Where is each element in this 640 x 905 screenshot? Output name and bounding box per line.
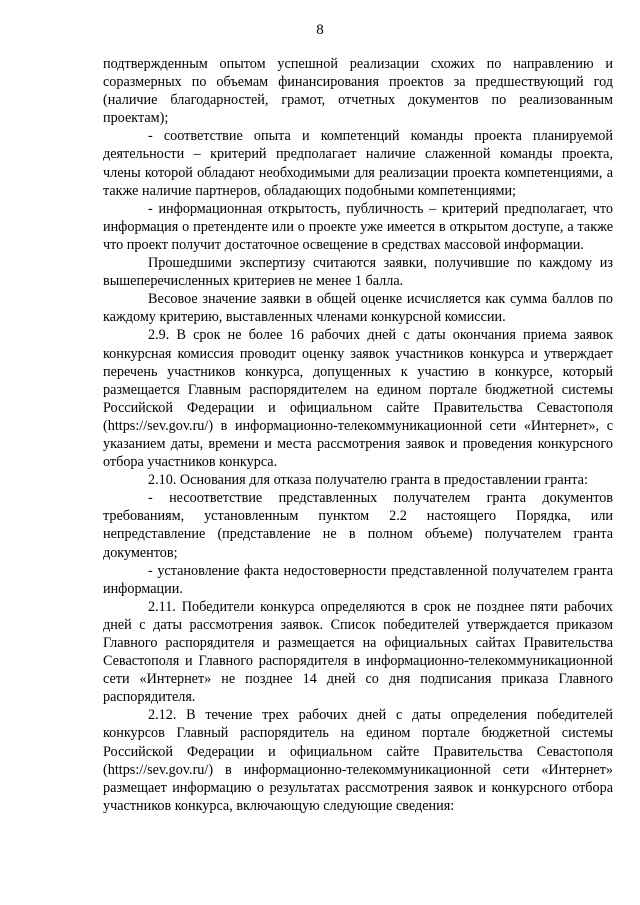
- paragraph: 2.11. Победители конкурса определяются в срок не позднее пяти рабочих дней с даты рассмотрения заявок. Список победителей утверждается приказом Главного распорядителя и размещается на официальных сайтах Правительства Севастополя и Главного распорядителя в информационно-телекоммуникационной сети «Интернет» не позднее 14 дней со дня подписания приказа Главного распорядителя.: [103, 598, 613, 706]
- paragraph: Прошедшими экспертизу считаются заявки, получившие по каждому из вышеперечисленных критериев не менее 1 балла.: [103, 255, 613, 290]
- paragraph: 2.12. В течение трех рабочих дней с даты определения победителей конкурсов Главный распорядитель на едином портале бюджетной системы Российской Федерации и официальном сайте Правительства Севастополя (https://sev.gov.ru/) в информационно-телекоммуникационной сети «Интернет» размещает информацию о результатах рассмотрения заявок и конкурсного отбора участников конкурса, включающую следующие сведения:: [103, 707, 613, 814]
- document-body: [103, 55, 613, 815]
- paragraph: подтвержденным опытом успешной реализации схожих по направлению и соразмерных по объемам финансирования проектов за предшествующий год (наличие благодарностей, грамот, отчетных документов по реализованным проектам);: [103, 56, 613, 127]
- page-number: 8: [316, 22, 324, 38]
- paragraph: - информационная открытость, публичность – критерий предполагает, что информация о претенденте или о проекте уже имеется в открытом доступе, а также что проект получит достаточное освещение в средствах массовой информации.: [103, 200, 613, 253]
- paragraph: 2.10. Основания для отказа получателю гранта в предоставлении гранта:: [148, 472, 588, 489]
- paragraph: Весовое значение заявки в общей оценке исчисляется как сумма баллов по каждому критерию, выставленных членами конкурсной комиссии.: [103, 291, 613, 326]
- paragraph: 2.9. В срок не более 16 рабочих дней с даты окончания приема заявок конкурсная комиссия проводит оценку заявок участников конкурса и утверждает перечень участников конкурса, допущенных к участию в конкурсе, который размещается Главным распорядителем на едином портале бюджетной системы Российской Федерации и официальном сайте Правительства Севастополя (https://sev.gov.ru/) в информационно-телекоммуникационной сети «Интернет», с указанием даты, времени и места рассмотрения заявок и проведения конкурсного отбора участников конкурса.: [103, 327, 613, 471]
- paragraph: - несоответствие представленных получателем гранта документов требованиям, установленным пунктом 2.2 настоящего Порядка, или непредставление (представление не в полном объеме) получателем гранта документов;: [103, 490, 613, 561]
- paragraph: - установление факта недостоверности представленной получателем гранта информации.: [103, 562, 613, 597]
- paragraph: - соответствие опыта и компетенций команды проекта планируемой деятельности – критерий предполагает наличие слаженной команды проекта, члены которой обладают необходимыми для реализации проекта компетенциями, а также наличие партнеров, обладающих подобными компетенциями;: [103, 128, 613, 199]
